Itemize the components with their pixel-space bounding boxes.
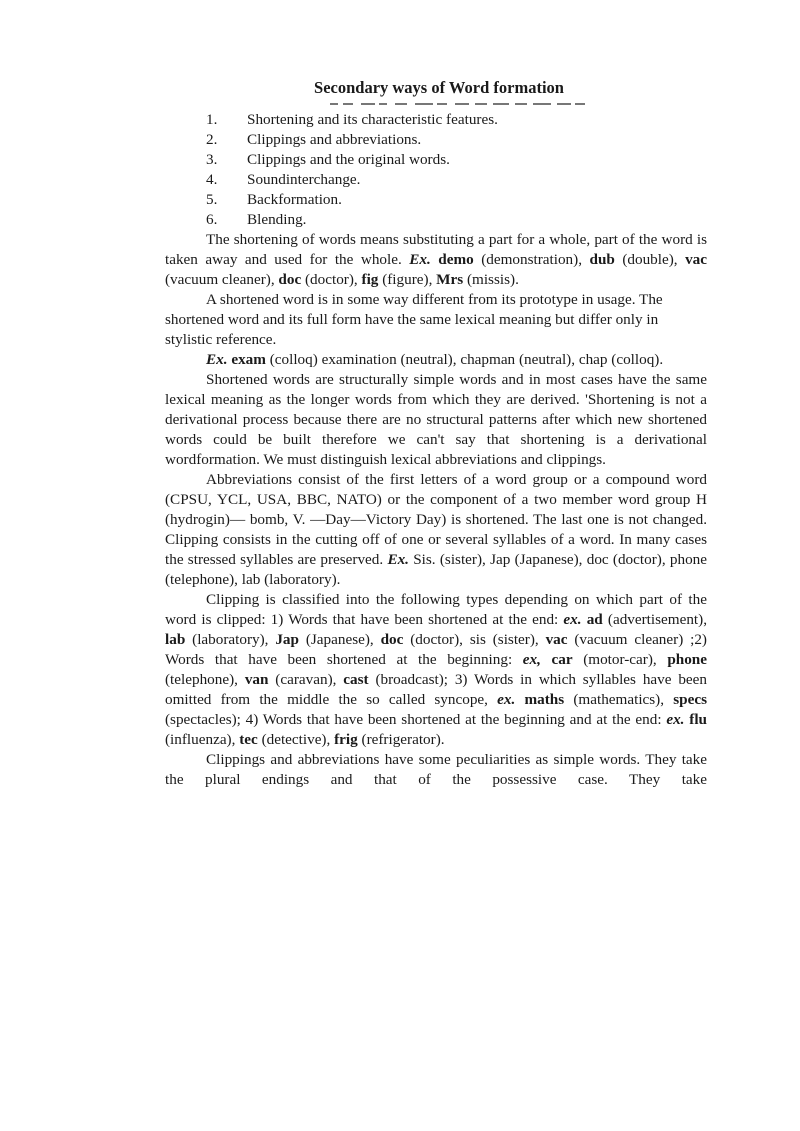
- text-run: (telephone),: [165, 671, 245, 688]
- text-run: (motor-car),: [572, 651, 668, 668]
- example-word: frig: [334, 731, 358, 748]
- list-text: Shortening and its characteristic features.: [247, 111, 498, 128]
- paragraph-structure: Shortened words are structurally simple words and in most cases have the same lexical meaning as the longer words from which they are derived. 'Shortening is not a derivational process because there are no structural patterns after which new shortened words could be built therefore we can't say that shortening is a derivational wordformation. We must distinguish lexical abbreviations and clippings.: [165, 371, 707, 468]
- text-run: (vacuum cleaner),: [165, 271, 279, 288]
- text-run: (spectacles); 4) Words that have been shortened at the beginning and at the end:: [165, 711, 667, 728]
- example-marker: ex.: [666, 711, 685, 728]
- example-word: cast: [343, 671, 369, 688]
- list-item: [165, 210, 707, 230]
- example-word: flu: [689, 711, 707, 728]
- example-word: doc: [380, 631, 404, 648]
- list-item: [165, 130, 707, 150]
- list-item: [165, 150, 707, 170]
- text-run: (broadcast); 3) Words in which syllables have been omitted from the middle the so called syncope,: [165, 671, 708, 708]
- list-number: 1.: [206, 111, 218, 128]
- text-run: (demonstration),: [473, 251, 590, 268]
- example-word: vac: [545, 631, 568, 648]
- text-run: (mathematics),: [564, 691, 674, 708]
- example-word: fig: [361, 271, 379, 288]
- paragraph-clipping-types: [165, 590, 707, 750]
- list-text: Clippings and abbreviations.: [247, 131, 422, 148]
- text-run: (double),: [614, 251, 686, 268]
- example-word: vac: [685, 251, 707, 268]
- document-body: [165, 78, 707, 790]
- example-word: phone: [667, 651, 707, 668]
- paragraph-abbreviations: [165, 470, 707, 590]
- text-run: [515, 691, 524, 708]
- text-run: The shortening of words means substituting a part for a whole, part of the word is taken away and used for the whole.: [165, 231, 707, 268]
- example-word: demo: [438, 251, 474, 268]
- example-marker: ex.: [497, 691, 516, 708]
- text-run: [541, 651, 552, 668]
- example-word: car: [551, 651, 573, 668]
- example-word: van: [244, 671, 269, 688]
- example-word: specs: [673, 691, 707, 708]
- paragraph-exam-example: [165, 350, 707, 370]
- topic-list: [165, 110, 707, 230]
- text-run: (detective),: [257, 731, 335, 748]
- text-run: (refrigerator).: [357, 731, 445, 748]
- example-word: tec: [239, 731, 258, 748]
- text-run: (figure),: [378, 271, 437, 288]
- list-number: 2.: [206, 131, 218, 148]
- list-text: Soundinterchange.: [247, 171, 361, 188]
- list-number: 4.: [206, 171, 218, 188]
- paragraph-peculiarities: Clippings and abbreviations have some peculiarities as simple words. They take the plural endings and that of the possessive case. They take: [165, 751, 707, 788]
- text-run: (missis).: [463, 271, 519, 288]
- text-run: Clipping is classified into the following types depending on which part of the word is clipped: 1) Words that have been shortened at the end:: [165, 591, 707, 628]
- text-run: (advertisement),: [602, 611, 707, 628]
- example-word: doc: [278, 271, 302, 288]
- text-run: (colloq) examination (neutral), chapman (neutral), chap (colloq).: [265, 351, 664, 368]
- text-run: (Japanese),: [298, 631, 381, 648]
- paragraph-shortening-definition: [165, 230, 707, 290]
- example-marker: ex,: [522, 651, 541, 668]
- list-text: Blending.: [247, 211, 307, 228]
- text-run: (vacuum cleaner) ;2) Words that have been shortened at the beginning:: [165, 631, 707, 668]
- example-marker: ex.: [563, 611, 582, 628]
- paragraph-shortened-usage: A shortened word is in some way different from its prototype in usage. The shortened word and its full form have the same lexical meaning but differ only in stylistic reference.: [165, 291, 663, 348]
- example-word: Jap: [275, 631, 299, 648]
- page-title: Secondary ways of Word formation: [314, 78, 564, 97]
- list-text: Backformation.: [247, 191, 342, 208]
- text-run: (laboratory),: [185, 631, 276, 648]
- text-run: Abbreviations consist of the first letters of a word group or a compound word (CPSU, YCL, USA, BBC, NATO) or the component of a two member word group H (hydrogin)— bomb, V. —Day—Victory Day) is shortened. The last one is not changed. Clipping consists in the cutting off of one or several syllables of a word. In many cases the stressed syllables are preserved.: [165, 471, 707, 568]
- list-number: 5.: [206, 191, 218, 208]
- example-word: lab: [165, 631, 186, 648]
- example-word: exam: [231, 351, 266, 368]
- example-marker: Ex.: [409, 251, 431, 268]
- example-word: dub: [589, 251, 615, 268]
- list-item: [165, 110, 707, 130]
- text-run: (caravan),: [268, 671, 344, 688]
- text-run: (influenza),: [165, 731, 240, 748]
- list-number: 6.: [206, 211, 218, 228]
- example-marker: Ex.: [206, 351, 228, 368]
- example-word: maths: [524, 691, 565, 708]
- text-run: (doctor), sis (sister),: [403, 631, 546, 648]
- scan-artifact-line: [165, 100, 707, 110]
- list-number: 3.: [206, 151, 218, 168]
- example-word: Mrs: [436, 271, 464, 288]
- example-marker: Ex.: [387, 551, 409, 568]
- example-word: ad: [586, 611, 603, 628]
- list-item: [165, 190, 707, 210]
- list-text: Clippings and the original words.: [247, 151, 450, 168]
- list-item: [165, 170, 707, 190]
- text-run: Sis. (sister), Jap (Japanese), doc (doctor), phone (telephone), lab (laboratory).: [165, 551, 707, 588]
- text-run: (doctor),: [301, 271, 362, 288]
